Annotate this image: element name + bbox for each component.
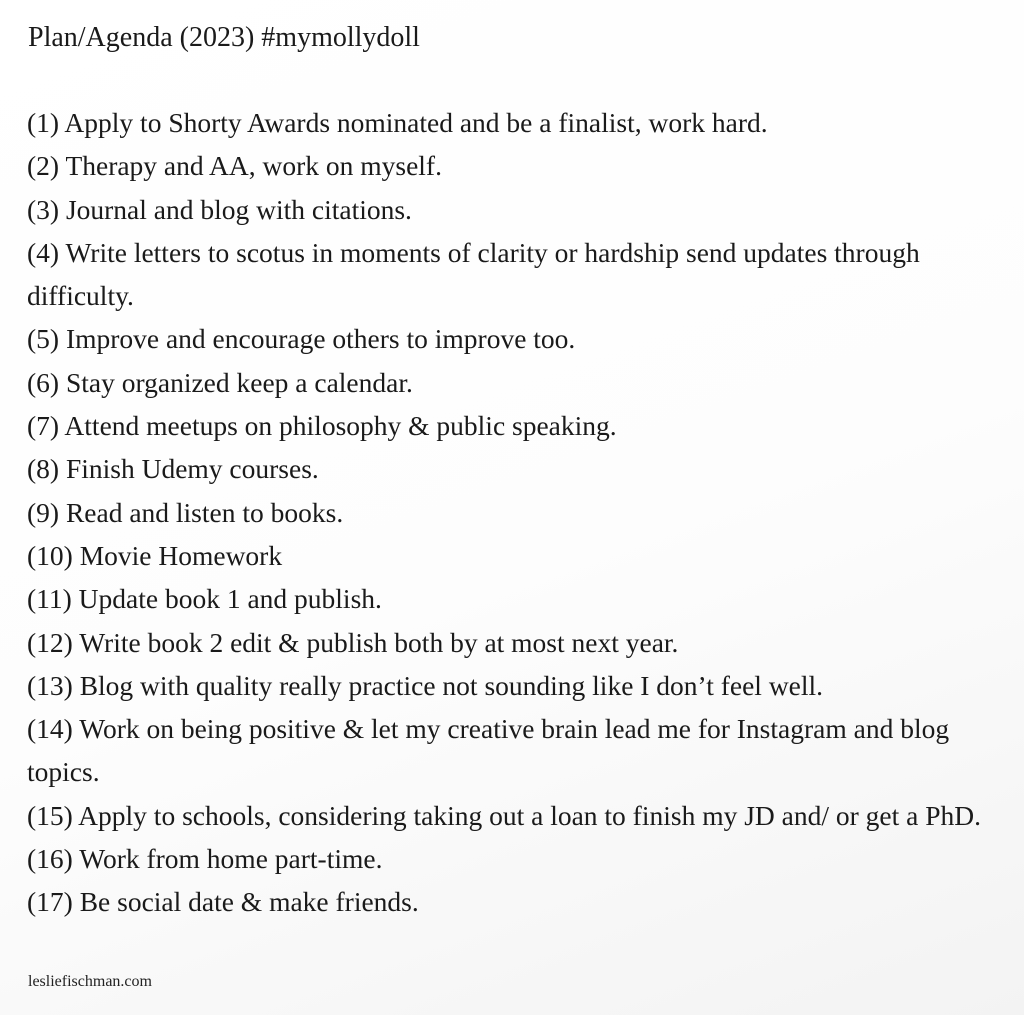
list-item: (7) Attend meetups on philosophy & public speaking. — [27, 410, 617, 442]
list-item: (14) Work on being positive & let my creative brain lead me for Instagram and blog topics. — [27, 713, 950, 788]
list-item: (10) Movie Homework — [27, 539, 283, 571]
list-item: (13) Blog with quality really practice not sounding like I don’t feel well. — [27, 669, 824, 701]
list-item: (2) Therapy and AA, work on myself. — [27, 150, 442, 182]
list-item: (1) Apply to Shorty Awards nominated and be a finalist, work hard. — [27, 107, 768, 138]
agenda-list — [27, 101, 992, 924]
footer-website: lesliefischman.com — [28, 973, 152, 990]
list-item: (4) Write letters to scotus in moments of clarity or hardship send updates through difficulty. — [27, 236, 920, 312]
list-item: (6) Stay organized keep a calendar. — [27, 366, 413, 398]
page-title: Plan/Agenda (2023) #mymollydoll — [28, 22, 420, 53]
list-item: (8) Finish Udemy courses. — [27, 453, 319, 485]
list-item: (5) Improve and encourage others to improve too. — [27, 323, 576, 355]
list-item: (17) Be social date & make friends. — [27, 886, 419, 918]
list-item: (9) Read and listen to books. — [27, 496, 344, 528]
list-item: (16) Work from home part-time. — [27, 843, 383, 875]
list-item: (11) Update book 1 and publish. — [27, 583, 382, 615]
list-item: (3) Journal and blog with citations. — [27, 193, 412, 225]
list-item: (12) Write book 2 edit & publish both by at most next year. — [27, 626, 679, 658]
list-item: (15) Apply to schools, considering taking out a loan to finish my JD and/ or get a PhD. — [27, 799, 981, 831]
